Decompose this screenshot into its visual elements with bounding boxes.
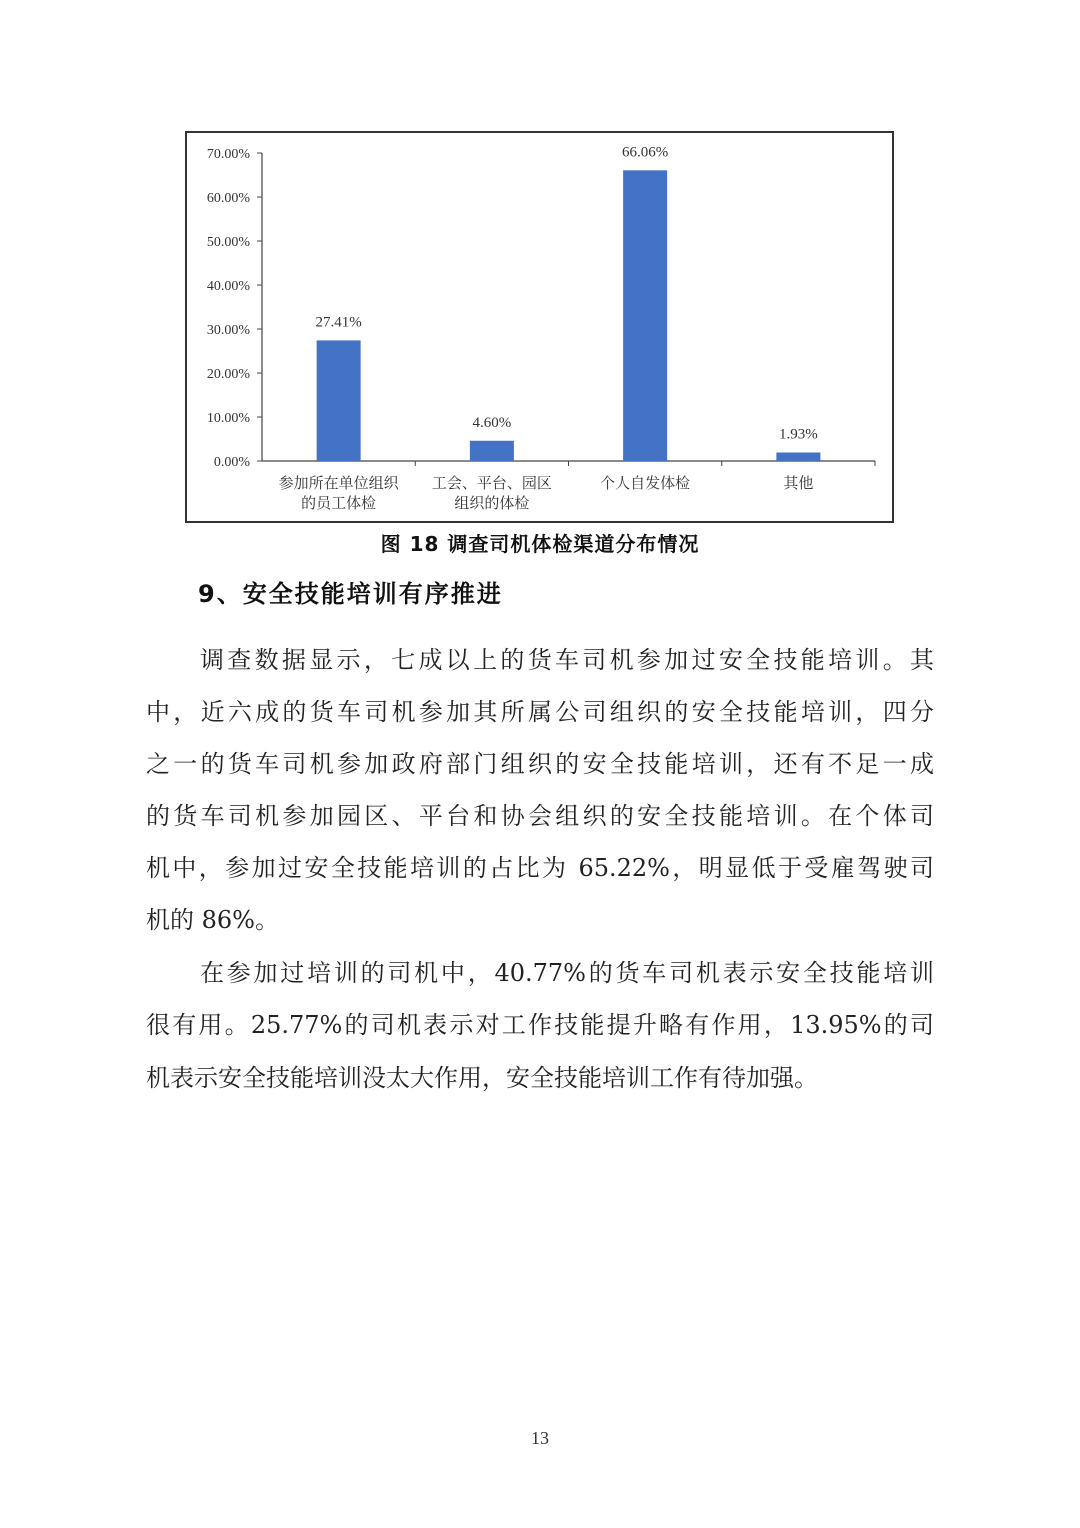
bar-value-label: 66.06% xyxy=(622,144,669,161)
paragraph-2-line-3: 机表示安全技能培训没太大作用，安全技能培训工作有待加强。 xyxy=(146,1064,818,1092)
x-category-label: 个人自发体检 xyxy=(600,476,691,492)
y-tick-label: 70.00% xyxy=(206,147,250,162)
y-tick-label: 30.00% xyxy=(206,323,250,338)
y-tick-label: 50.00% xyxy=(206,235,250,250)
section-heading: 9、安全技能培训有序推进 xyxy=(198,580,503,608)
bar-value-label: 27.41% xyxy=(315,314,362,331)
y-tick-label: 20.00% xyxy=(206,367,250,382)
x-category-label: 的员工体检 xyxy=(301,496,377,512)
paragraph-1-line-4: 的货车司机参加园区、平台和协会组织的安全技能培训。在个体司 xyxy=(146,802,934,830)
paragraph-1-line-6: 机的 86%。 xyxy=(146,906,279,934)
figure-caption: 图 18 调查司机体检渠道分布情况 xyxy=(380,532,700,556)
y-tick-label: 10.00% xyxy=(206,411,250,426)
y-tick-label: 60.00% xyxy=(206,191,250,206)
x-category-label: 参加所在单位组织 xyxy=(278,476,399,492)
x-category-label: 其他 xyxy=(783,476,814,492)
bar-value-label: 4.60% xyxy=(472,414,512,431)
x-category-label: 工会、平台、园区 xyxy=(431,476,552,492)
paragraph-2-line-1: 在参加过培训的司机中，40.77%的货车司机表示安全技能培训 xyxy=(200,959,934,987)
paragraph-1-line-1: 调查数据显示，七成以上的货车司机参加过安全技能培训。其 xyxy=(200,646,934,674)
paragraph-2-line-2: 很有用。25.77%的司机表示对工作技能提升略有作用，13.95%的司 xyxy=(146,1011,934,1039)
paragraph-1-line-5: 机中，参加过安全技能培训的占比为 65.22%，明显低于受雇驾驶司 xyxy=(146,854,934,882)
bar-value-label: 1.93% xyxy=(779,426,818,443)
page-number: 13 xyxy=(531,1428,549,1448)
y-tick-label: 40.00% xyxy=(206,279,250,294)
paragraph-1-line-2: 中，近六成的货车司机参加其所属公司组织的安全技能培训，四分 xyxy=(146,698,934,726)
y-tick-label: 0.00% xyxy=(213,455,250,470)
paragraph-1-line-3: 之一的货车司机参加政府部门组织的安全技能培训，还有不足一成 xyxy=(146,750,934,778)
x-category-label: 组织的体检 xyxy=(454,496,530,512)
